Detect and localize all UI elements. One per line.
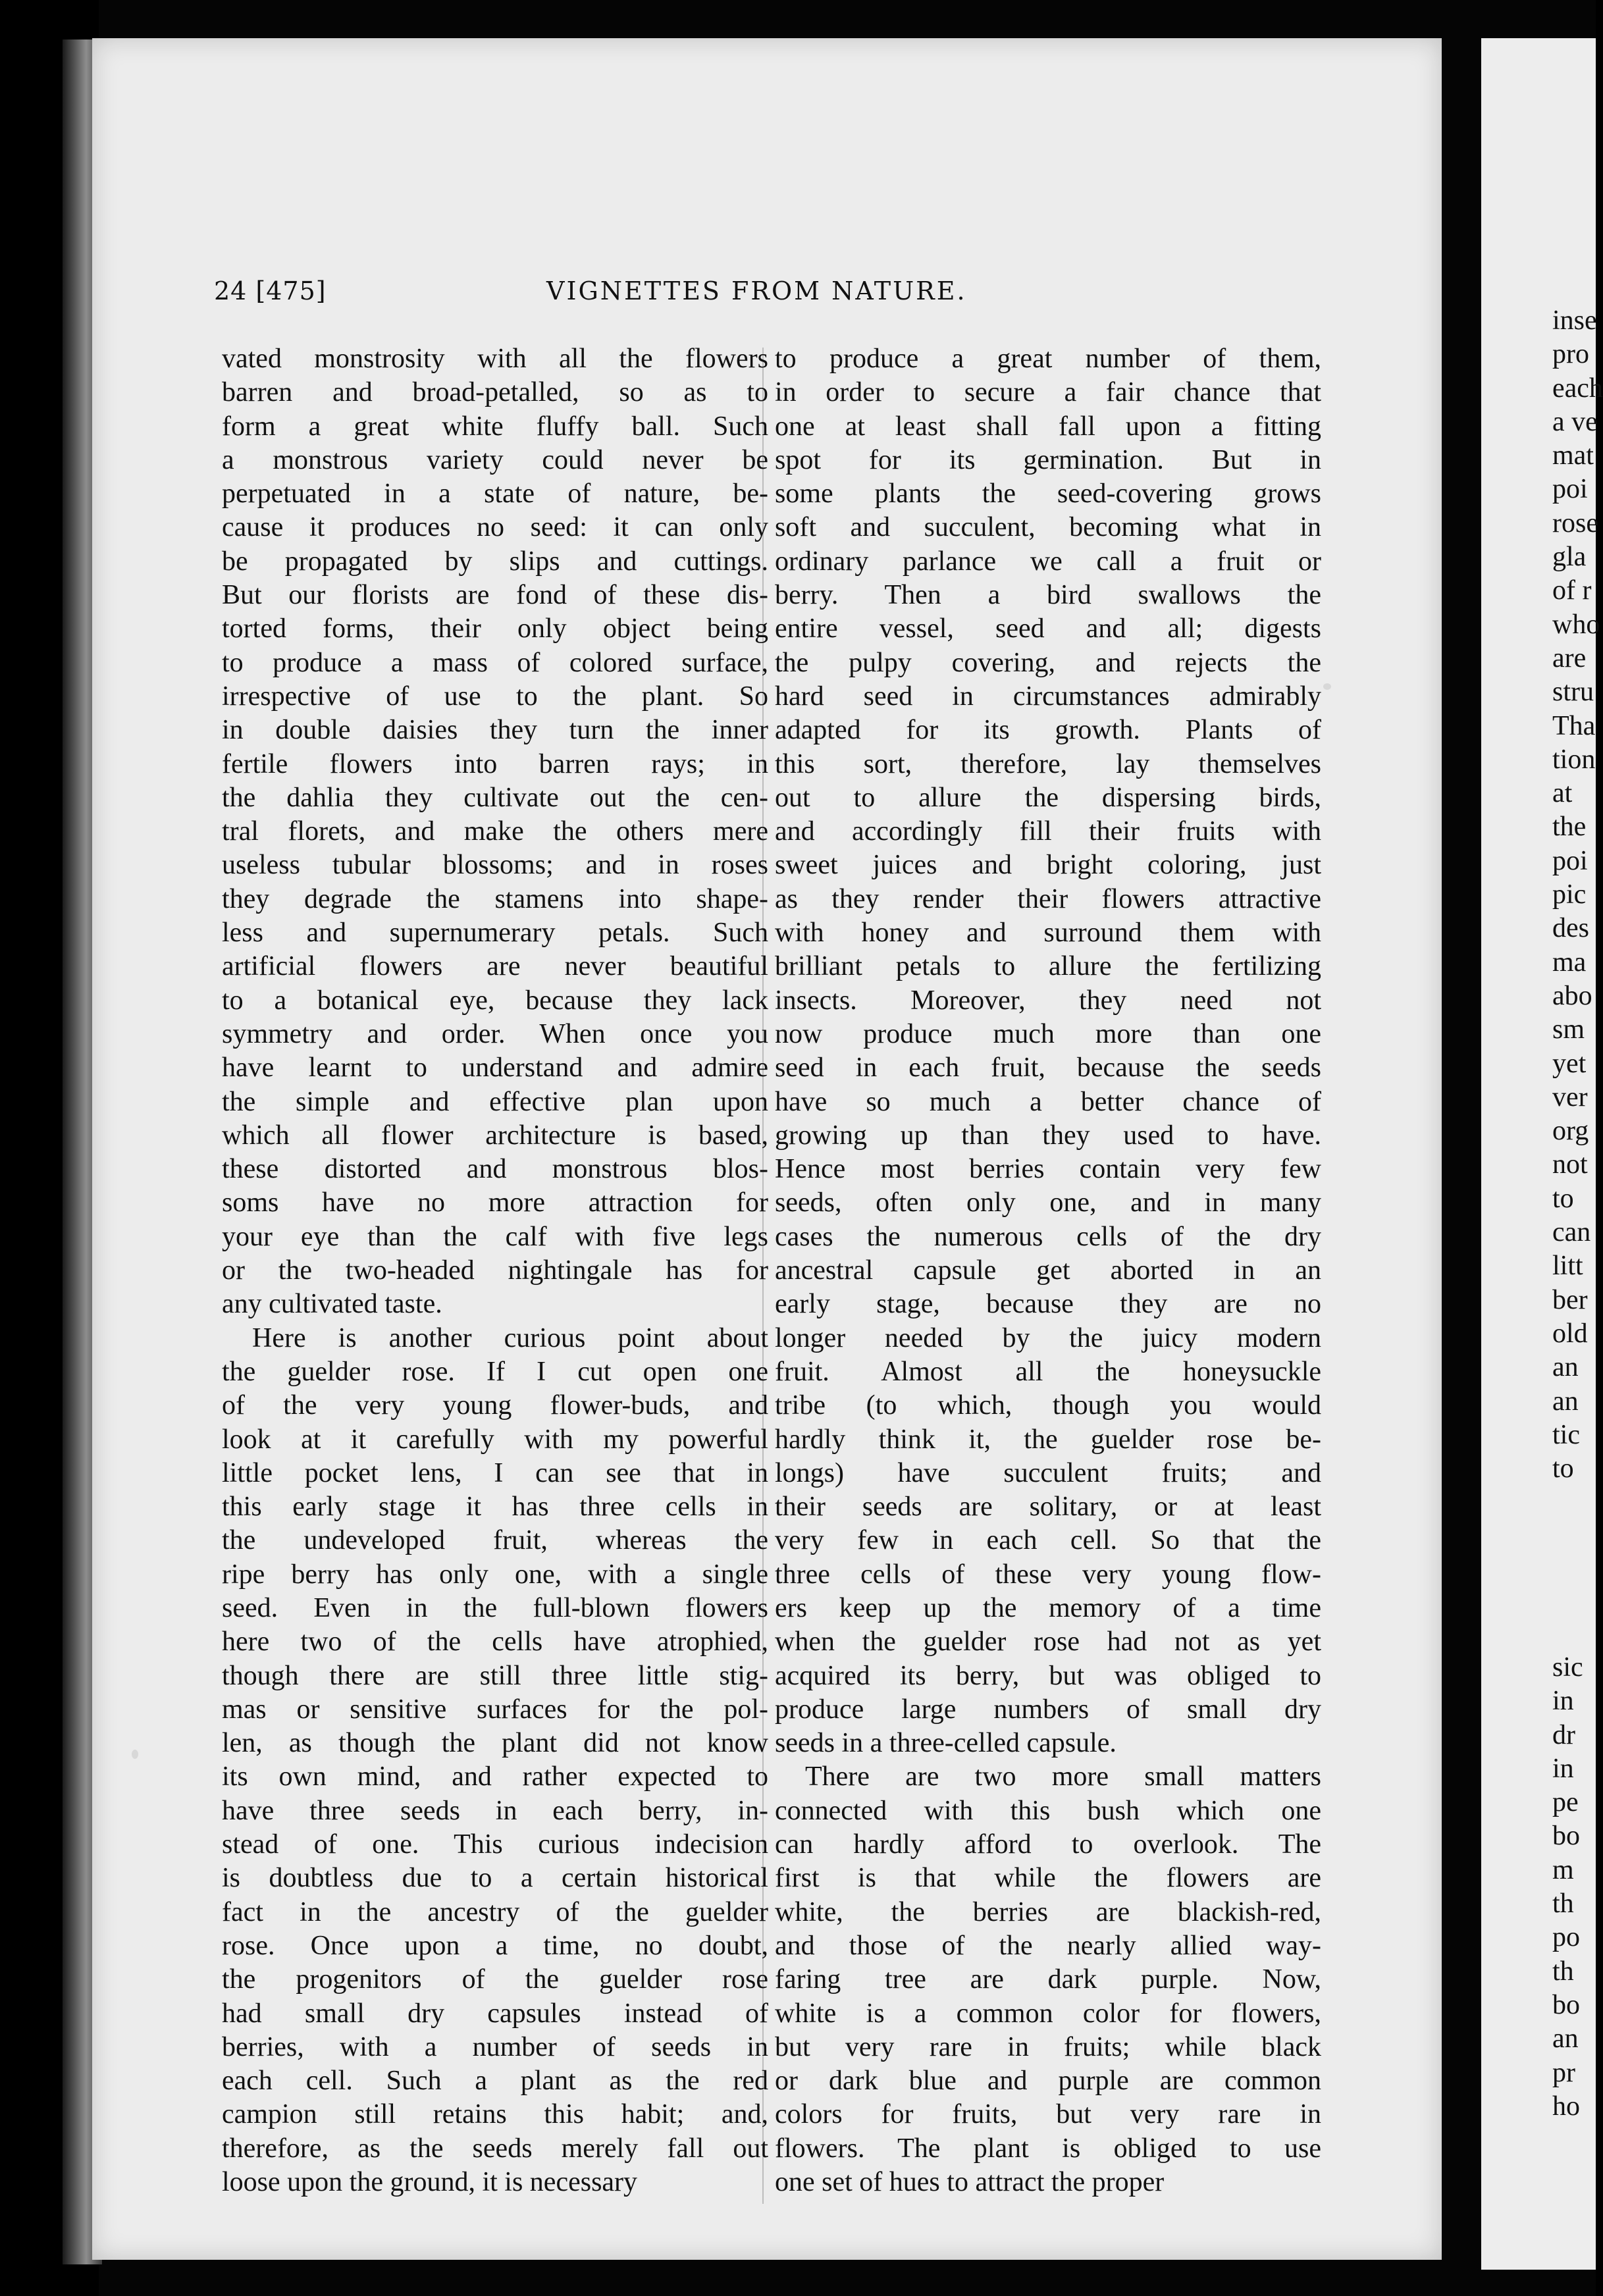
text-line: or dark blue and purple are common bbox=[775, 2066, 1321, 2097]
text-line: colors for fruits, but very rare in bbox=[775, 2099, 1321, 2130]
text-line: here two of the cells have atrophied, bbox=[222, 1627, 768, 1657]
adjacent-page-fragment: bo bbox=[1552, 1821, 1580, 1852]
paper-blemish bbox=[132, 1750, 138, 1759]
text-line: which all flower architecture is based, bbox=[222, 1120, 768, 1151]
book-page bbox=[92, 38, 1442, 2260]
text-line: each cell. Such a plant as the red bbox=[222, 2066, 768, 2097]
adjacent-page-fragment: sm bbox=[1552, 1014, 1585, 1045]
text-line: seed in each fruit, because the seeds bbox=[775, 1053, 1321, 1083]
text-line: tral florets, and make the others mere bbox=[222, 816, 768, 847]
adjacent-page-fragment: org bbox=[1552, 1116, 1589, 1147]
adjacent-page-fragment: ma bbox=[1552, 947, 1587, 978]
text-line: less and supernumerary petals. Such bbox=[222, 918, 768, 949]
text-line: white, the berries are blackish-red, bbox=[775, 1896, 1321, 1927]
text-line: have learnt to understand and admire bbox=[222, 1053, 768, 1083]
adjacent-page-fragment: in bbox=[1552, 1753, 1574, 1784]
text-line: longs) have succulent fruits; and bbox=[775, 1457, 1321, 1488]
text-line: or the two-headed nightingale has for bbox=[222, 1255, 768, 1286]
adjacent-page-fragment: ver bbox=[1552, 1082, 1588, 1112]
adjacent-page-fragment: to bbox=[1552, 1183, 1574, 1214]
text-line: entire vessel, seed and all; digests bbox=[775, 613, 1321, 644]
text-line: berries, with a number of seeds in bbox=[222, 2031, 768, 2062]
text-line: this sort, therefore, lay themselves bbox=[775, 748, 1321, 779]
text-line: adapted for its growth. Plants of bbox=[775, 715, 1321, 746]
adjacent-page-fragment: in bbox=[1552, 1686, 1574, 1717]
adjacent-page-fragment: bo bbox=[1552, 1989, 1580, 2020]
text-line: the simple and effective plan upon bbox=[222, 1086, 768, 1117]
text-line: faring tree are dark purple. Now, bbox=[775, 1964, 1321, 1995]
text-line: in order to secure a fair chance that bbox=[775, 377, 1321, 408]
text-line: their seeds are solitary, or at least bbox=[775, 1492, 1321, 1523]
text-line: have three seeds in each berry, in- bbox=[222, 1795, 768, 1826]
text-line: fact in the ancestry of the guelder bbox=[222, 1896, 768, 1927]
adjacent-page-fragment: th bbox=[1552, 1956, 1574, 1987]
text-line: seeds in a three-celled capsule. bbox=[775, 1728, 1117, 1759]
text-line: very few in each cell. So that the bbox=[775, 1525, 1321, 1556]
adjacent-page-fragment: mat bbox=[1552, 440, 1594, 471]
adjacent-page-fragment: th bbox=[1552, 1889, 1574, 1919]
text-line: ripe berry has only one, with a single bbox=[222, 1559, 768, 1590]
text-line: one at least shall fall upon a fitting bbox=[775, 411, 1321, 442]
text-line: barren and broad-petalled, so as to bbox=[222, 377, 768, 408]
text-line: spot for its germination. But in bbox=[775, 444, 1321, 475]
text-line: as they render their flowers attractive bbox=[775, 883, 1321, 914]
text-line: to produce a great number of them, bbox=[775, 344, 1321, 374]
adjacent-page-fragment: to bbox=[1552, 1453, 1574, 1484]
text-line: the pulpy covering, and rejects the bbox=[775, 647, 1321, 678]
text-line: now produce much more than one bbox=[775, 1018, 1321, 1049]
text-line: useless tubular blossoms; and in roses bbox=[222, 850, 768, 881]
text-line: to a botanical eye, because they lack bbox=[222, 985, 768, 1016]
text-line: these distorted and monstrous blos- bbox=[222, 1154, 768, 1185]
text-line: one set of hues to attract the proper bbox=[775, 2167, 1165, 2198]
adjacent-page-fragment: inse bbox=[1552, 305, 1597, 336]
text-line: stead of one. This curious indecision bbox=[222, 1829, 768, 1860]
adjacent-page-fragment: not bbox=[1552, 1149, 1588, 1180]
page-number: 24 [475] bbox=[214, 276, 327, 305]
text-line: can hardly afford to overlook. The bbox=[775, 1829, 1321, 1860]
text-line: therefore, as the seeds merely fall out bbox=[222, 2133, 768, 2164]
text-line: acquired its berry, but was obliged to bbox=[775, 1660, 1321, 1691]
adjacent-page-fragment: stru bbox=[1552, 677, 1594, 708]
running-header bbox=[92, 276, 1442, 309]
text-line: connected with this bush which one bbox=[775, 1795, 1321, 1826]
text-line: ers keep up the memory of a time bbox=[775, 1592, 1321, 1623]
text-line: and accordingly fill their fruits with bbox=[775, 816, 1321, 847]
text-line: though there are still three little stig- bbox=[222, 1660, 768, 1691]
adjacent-page-fragment: an bbox=[1552, 2023, 1579, 2054]
adjacent-page-fragment: at bbox=[1552, 778, 1573, 809]
adjacent-page-fragment: a ve bbox=[1552, 406, 1598, 437]
text-line: Hence most berries contain very few bbox=[775, 1154, 1321, 1185]
text-line: ordinary parlance we call a fruit or bbox=[775, 546, 1321, 577]
text-line: and those of the nearly allied way- bbox=[775, 1930, 1321, 1961]
text-line: artificial flowers are never beautiful bbox=[222, 951, 768, 982]
text-line: look at it carefully with my powerful bbox=[222, 1424, 768, 1455]
text-line: cause it produces no seed: it can only bbox=[222, 512, 768, 543]
text-line: mas or sensitive surfaces for the pol- bbox=[222, 1694, 768, 1725]
text-line: your eye than the calf with five legs bbox=[222, 1221, 768, 1252]
text-line: but very rare in fruits; while black bbox=[775, 2031, 1321, 2062]
text-line: insects. Moreover, they need not bbox=[775, 985, 1321, 1016]
text-line: campion still retains this habit; and, bbox=[222, 2099, 768, 2130]
adjacent-page-fragment: tic bbox=[1552, 1419, 1580, 1450]
text-line: to produce a mass of colored surface, bbox=[222, 647, 768, 678]
adjacent-page-fragment: ho bbox=[1552, 2091, 1580, 2122]
text-line: ancestral capsule get aborted in an bbox=[775, 1255, 1321, 1286]
adjacent-page-fragment: poi bbox=[1552, 845, 1588, 876]
text-line: soms have no more attraction for bbox=[222, 1187, 768, 1218]
text-line: len, as though the plant did not know bbox=[222, 1728, 768, 1759]
adjacent-page-fragment: of r bbox=[1552, 575, 1592, 606]
text-line: the undeveloped fruit, whereas the bbox=[222, 1525, 768, 1556]
text-line: cases the numerous cells of the dry bbox=[775, 1221, 1321, 1252]
adjacent-page-fragment: pr bbox=[1552, 2057, 1575, 2088]
text-line: hard seed in circumstances admirably bbox=[775, 681, 1321, 712]
text-line: have so much a better chance of bbox=[775, 1086, 1321, 1117]
text-column-left bbox=[222, 342, 768, 2199]
text-line: any cultivated taste. bbox=[222, 1289, 442, 1320]
adjacent-page-fragment: rose bbox=[1552, 508, 1598, 538]
text-line: had small dry capsules instead of bbox=[222, 1998, 768, 2029]
text-line: be propagated by slips and cuttings. bbox=[222, 546, 768, 577]
text-line: torted forms, their only object being bbox=[222, 613, 768, 644]
text-line: fertile flowers into barren rays; in bbox=[222, 748, 768, 779]
text-line: little pocket lens, I can see that in bbox=[222, 1457, 768, 1488]
adjacent-page-fragment: po bbox=[1552, 1922, 1580, 1953]
adjacent-page-fragment: each bbox=[1552, 373, 1603, 404]
running-title: VIGNETTES FROM NATURE. bbox=[546, 276, 967, 305]
adjacent-page-fragment: poi bbox=[1552, 474, 1588, 505]
text-line: the guelder rose. If I cut open one bbox=[222, 1356, 768, 1387]
adjacent-page-fragment: sic bbox=[1552, 1652, 1583, 1683]
adjacent-page-fragment: des bbox=[1552, 913, 1589, 944]
adjacent-page-fragment: pro bbox=[1552, 339, 1589, 370]
text-line: of the very young flower-buds, and bbox=[222, 1390, 768, 1421]
text-line: sweet juices and bright coloring, just bbox=[775, 850, 1321, 881]
text-line: early stage, because they are no bbox=[775, 1289, 1321, 1320]
text-column-right bbox=[775, 342, 1321, 2199]
text-line: produce large numbers of small dry bbox=[775, 1694, 1321, 1725]
adjacent-page-fragment: pe bbox=[1552, 1787, 1579, 1818]
adjacent-page-text-upper bbox=[1552, 304, 1603, 1486]
text-line: hardly think it, the guelder rose be- bbox=[775, 1424, 1321, 1455]
text-line: berry. Then a bird swallows the bbox=[775, 580, 1321, 611]
text-line: this early stage it has three cells in bbox=[222, 1492, 768, 1523]
text-line: perpetuated in a state of nature, be- bbox=[222, 479, 768, 509]
text-line: the dahlia they cultivate out the cen- bbox=[222, 782, 768, 813]
text-line: the progenitors of the guelder rose bbox=[222, 1964, 768, 1995]
adjacent-page-fragment: gla bbox=[1552, 542, 1587, 573]
adjacent-page-fragment: who bbox=[1552, 609, 1600, 640]
text-line: out to allure the dispersing birds, bbox=[775, 782, 1321, 813]
text-line: its own mind, and rather expected to bbox=[222, 1761, 768, 1792]
text-line: soft and succulent, becoming what in bbox=[775, 512, 1321, 543]
text-line: form a great white fluffy ball. Such bbox=[222, 411, 768, 442]
adjacent-page-fragment: the bbox=[1552, 812, 1587, 843]
text-line: when the guelder rose had not as yet bbox=[775, 1627, 1321, 1657]
text-line: seed. Even in the full-blown flowers bbox=[222, 1592, 768, 1623]
adjacent-page-fragment: are bbox=[1552, 642, 1587, 673]
text-line: vated monstrosity with all the flowers bbox=[222, 344, 768, 374]
adjacent-page-fragment: abo bbox=[1552, 980, 1592, 1011]
text-line: But our florists are fond of these dis- bbox=[222, 580, 768, 611]
text-line: fruit. Almost all the honeysuckle bbox=[775, 1356, 1321, 1387]
adjacent-page-fragment: tion bbox=[1552, 744, 1596, 775]
text-line: brilliant petals to allure the fertilizing bbox=[775, 951, 1321, 982]
text-line: three cells of these very young flow- bbox=[775, 1559, 1321, 1590]
text-line: a monstrous variety could never be bbox=[222, 444, 768, 475]
text-line: is doubtless due to a certain historical bbox=[222, 1863, 768, 1894]
text-line: symmetry and order. When once you bbox=[222, 1018, 768, 1049]
adjacent-page-fragment: ber bbox=[1552, 1284, 1588, 1315]
text-line: they degrade the stamens into shape- bbox=[222, 883, 768, 914]
adjacent-page-fragment: m bbox=[1552, 1854, 1574, 1885]
adjacent-page-fragment: Tha bbox=[1552, 710, 1596, 741]
adjacent-page-fragment: yet bbox=[1552, 1048, 1587, 1079]
text-line: flowers. The plant is obliged to use bbox=[775, 2133, 1321, 2164]
adjacent-page-fragment: an bbox=[1552, 1352, 1579, 1383]
adjacent-page-fragment: dr bbox=[1552, 1719, 1575, 1750]
text-line: growing up than they used to have. bbox=[775, 1120, 1321, 1151]
text-line: tribe (to which, though you would bbox=[775, 1390, 1321, 1421]
text-line: in double daisies they turn the inner bbox=[222, 715, 768, 746]
adjacent-page-fragment: can bbox=[1552, 1217, 1591, 1248]
text-line: some plants the seed-covering grows bbox=[775, 479, 1321, 509]
text-line: irrespective of use to the plant. So bbox=[222, 681, 768, 712]
text-line: white is a common color for flowers, bbox=[775, 1998, 1321, 2029]
text-line: with honey and surround them with bbox=[775, 918, 1321, 949]
adjacent-page-text-lower bbox=[1552, 1651, 1596, 2124]
paper-blemish bbox=[1323, 683, 1331, 690]
text-line: There are two more small matters bbox=[805, 1761, 1321, 1792]
adjacent-page-fragment: litt bbox=[1552, 1251, 1583, 1282]
text-line: Here is another curious point about bbox=[252, 1322, 768, 1353]
adjacent-page-fragment: pic bbox=[1552, 879, 1587, 910]
adjacent-page-fragment: old bbox=[1552, 1318, 1588, 1349]
adjacent-page-fragment: an bbox=[1552, 1386, 1579, 1417]
text-line: first is that while the flowers are bbox=[775, 1863, 1321, 1894]
text-line: rose. Once upon a time, no doubt, bbox=[222, 1930, 768, 1961]
text-line: seeds, often only one, and in many bbox=[775, 1187, 1321, 1218]
text-line: longer needed by the juicy modern bbox=[775, 1322, 1321, 1353]
text-line: loose upon the ground, it is necessary bbox=[222, 2167, 638, 2198]
